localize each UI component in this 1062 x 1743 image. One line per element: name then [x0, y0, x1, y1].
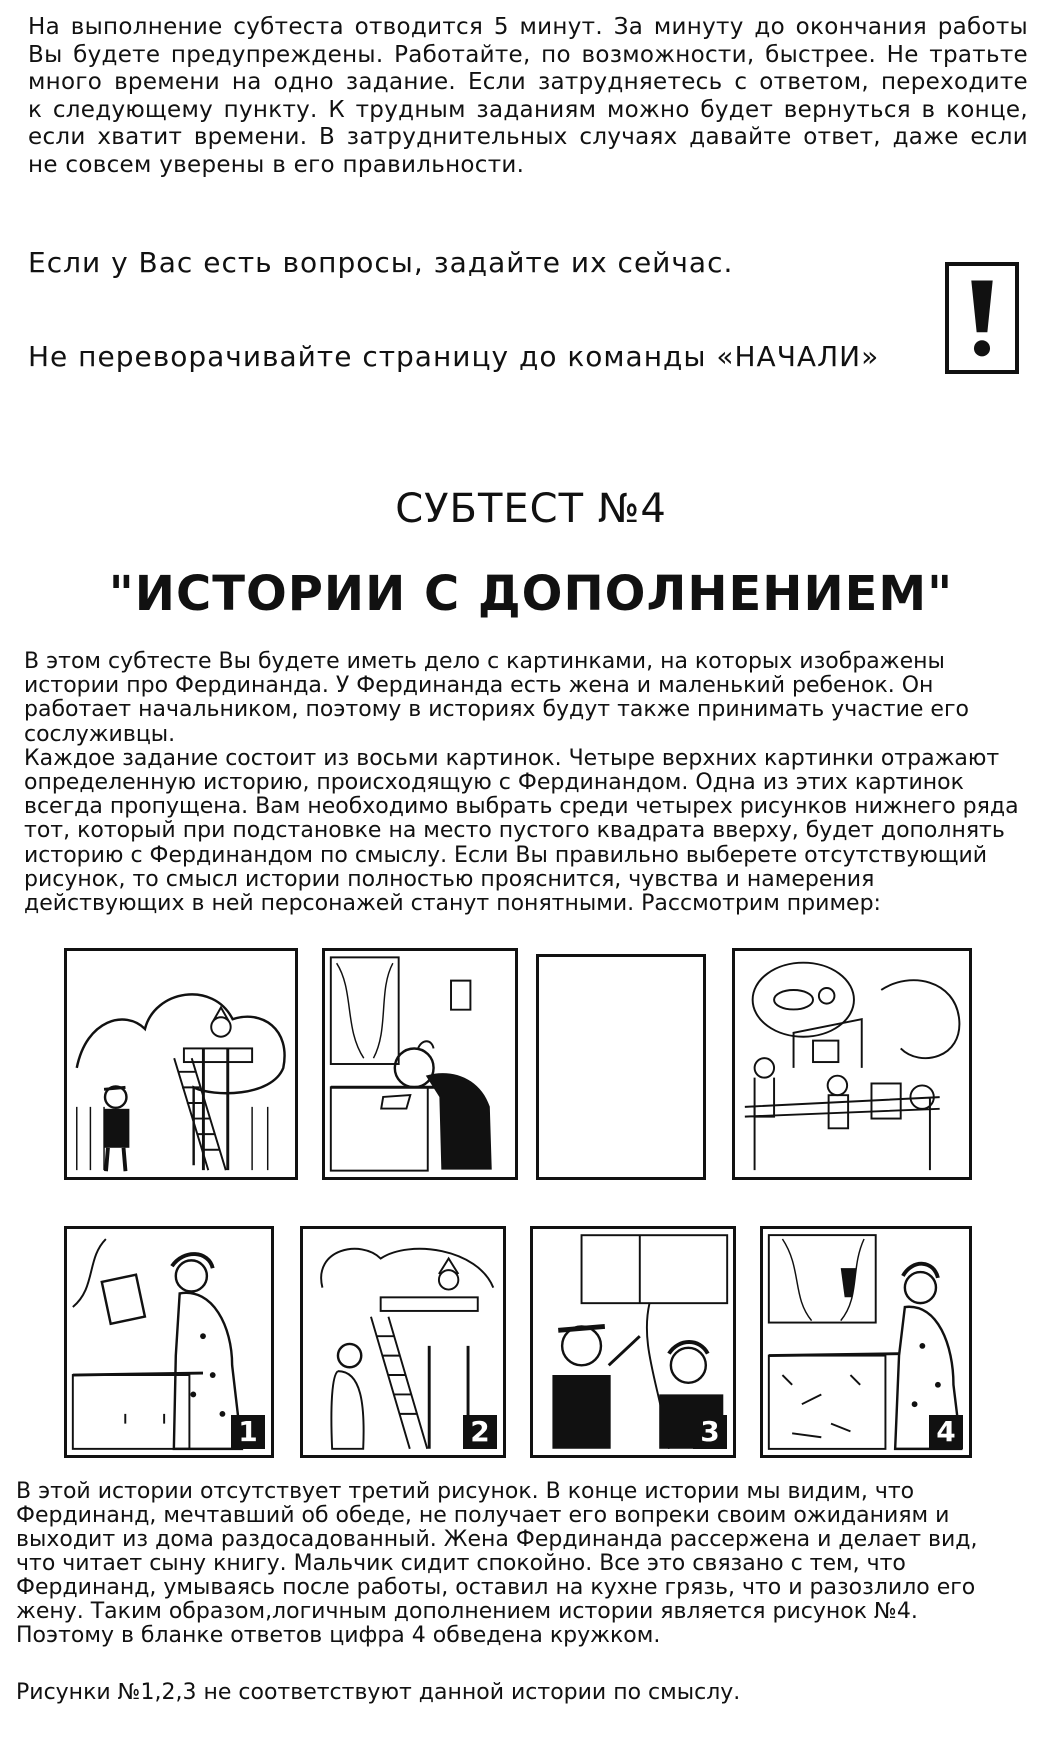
answer-option-3[interactable] — [530, 1226, 736, 1458]
description-line: сослуживцы. — [24, 721, 176, 747]
do-not-turn-warning: Не переворачивайте страницу до команды «НАЧАЛИ» — [28, 340, 880, 373]
description-line: действующих в ней персонажей станут понятными. Рассмотрим пример: — [24, 891, 881, 917]
story-panel-2 — [322, 948, 518, 1180]
example-explanation — [16, 1480, 1036, 1648]
story-panel-1 — [64, 948, 298, 1180]
missing-picture-placeholder — [536, 954, 706, 1180]
instructions-paragraph — [28, 14, 1028, 179]
explanation-line: Фердинанд, мечтавший об обеде, не получает его вопреки своим ожиданиям и — [16, 1503, 950, 1528]
answer-option-1[interactable] — [64, 1226, 274, 1458]
description-paragraph — [24, 650, 1034, 916]
subtest-number: СУБТЕСТ №4 — [395, 486, 667, 532]
man-washing-face-illustration — [325, 951, 515, 1177]
description-line: тот, который при подстановке на место пустого квадрата вверху, будет дополнять — [24, 818, 1005, 844]
description-line: В этом субтесте Вы будете иметь дело с картинками, на которых изображены — [24, 649, 945, 674]
instructions-line: На выполнение субтеста отводится 5 минут. За минуту до окончания работы — [28, 14, 1028, 40]
option-number-badge: 2 — [463, 1415, 497, 1449]
answer-option-4[interactable] — [760, 1226, 972, 1458]
answer-option-2[interactable] — [300, 1226, 506, 1458]
description-line: истории про Фердинанда. У Фердинанда есть жена и маленький ребенок. Он — [24, 673, 934, 699]
instructions-line: если хватит времени. В затруднительных случаях давайте ответ, даже если — [28, 124, 1028, 150]
instructions-line: не совсем уверены в его правильности. — [28, 151, 525, 178]
subtest-title: "ИСТОРИИ С ДОПОЛНЕНИЕМ" — [108, 566, 954, 622]
description-line: рисунок, то смысл истории полностью прояснится, чувства и намерения — [24, 866, 875, 892]
option-number-badge: 1 — [231, 1415, 265, 1449]
option-number-badge: 4 — [929, 1415, 963, 1449]
explanation-line: что читает сыну книгу. Мальчик сидит спокойно. Все это связано с тем, что — [16, 1551, 906, 1576]
description-line: историю с Фердинандом по смыслу. Если Вы правильно выберете отсутствующий — [24, 842, 988, 868]
description-line: Каждое задание состоит из восьми картинок. Четыре верхних картинки отражают — [24, 745, 1000, 771]
explanation-line: В этой истории отсутствует третий рисунок. В конце истории мы видим, что — [16, 1479, 915, 1504]
description-line: всегда пропущена. Вам необходимо выбрать среди четырех рисунков нижнего ряда — [24, 794, 1019, 820]
explanation-line: жену. Таким образом,логичным дополнением истории является рисунок №4. — [16, 1599, 918, 1624]
instructions-line: к следующему пункту. К трудным заданиям можно будет вернуться в конце, — [28, 96, 1028, 123]
footer-note: Рисунки №1,2,3 не соответствуют данной истории по смыслу. — [16, 1680, 741, 1705]
family-at-home-illustration — [735, 951, 969, 1177]
explanation-line: Фердинанд, умываясь после работы, оставил на кухне грязь, что и разозлило его — [16, 1575, 976, 1600]
explanation-line: выходит из дома раздосадованный. Жена Фердинанда рассержена и делает вид, — [16, 1527, 978, 1552]
explanation-line: Поэтому в бланке ответов цифра 4 обведена кружком. — [16, 1623, 661, 1648]
instructions-line: много времени на одно задание. Если затрудняетесь с ответом, переходите — [28, 69, 1028, 95]
man-looking-at-treehouse-illustration — [67, 951, 295, 1177]
description-line: работает начальником, поэтому в историях будут также принимать участие его — [24, 697, 969, 723]
questions-note: Если у Вас есть вопросы, задайте их сейчас. — [28, 246, 734, 279]
description-line: определенную историю, происходящую с Фердинандом. Одна из этих картинок — [24, 770, 964, 796]
instructions-line: Вы будете предупреждены. Работайте, по возможности, быстрее. Не тратьте — [28, 41, 1028, 68]
option-number-badge: 3 — [693, 1415, 727, 1449]
exclamation-icon — [945, 262, 1019, 374]
story-panel-4 — [732, 948, 972, 1180]
